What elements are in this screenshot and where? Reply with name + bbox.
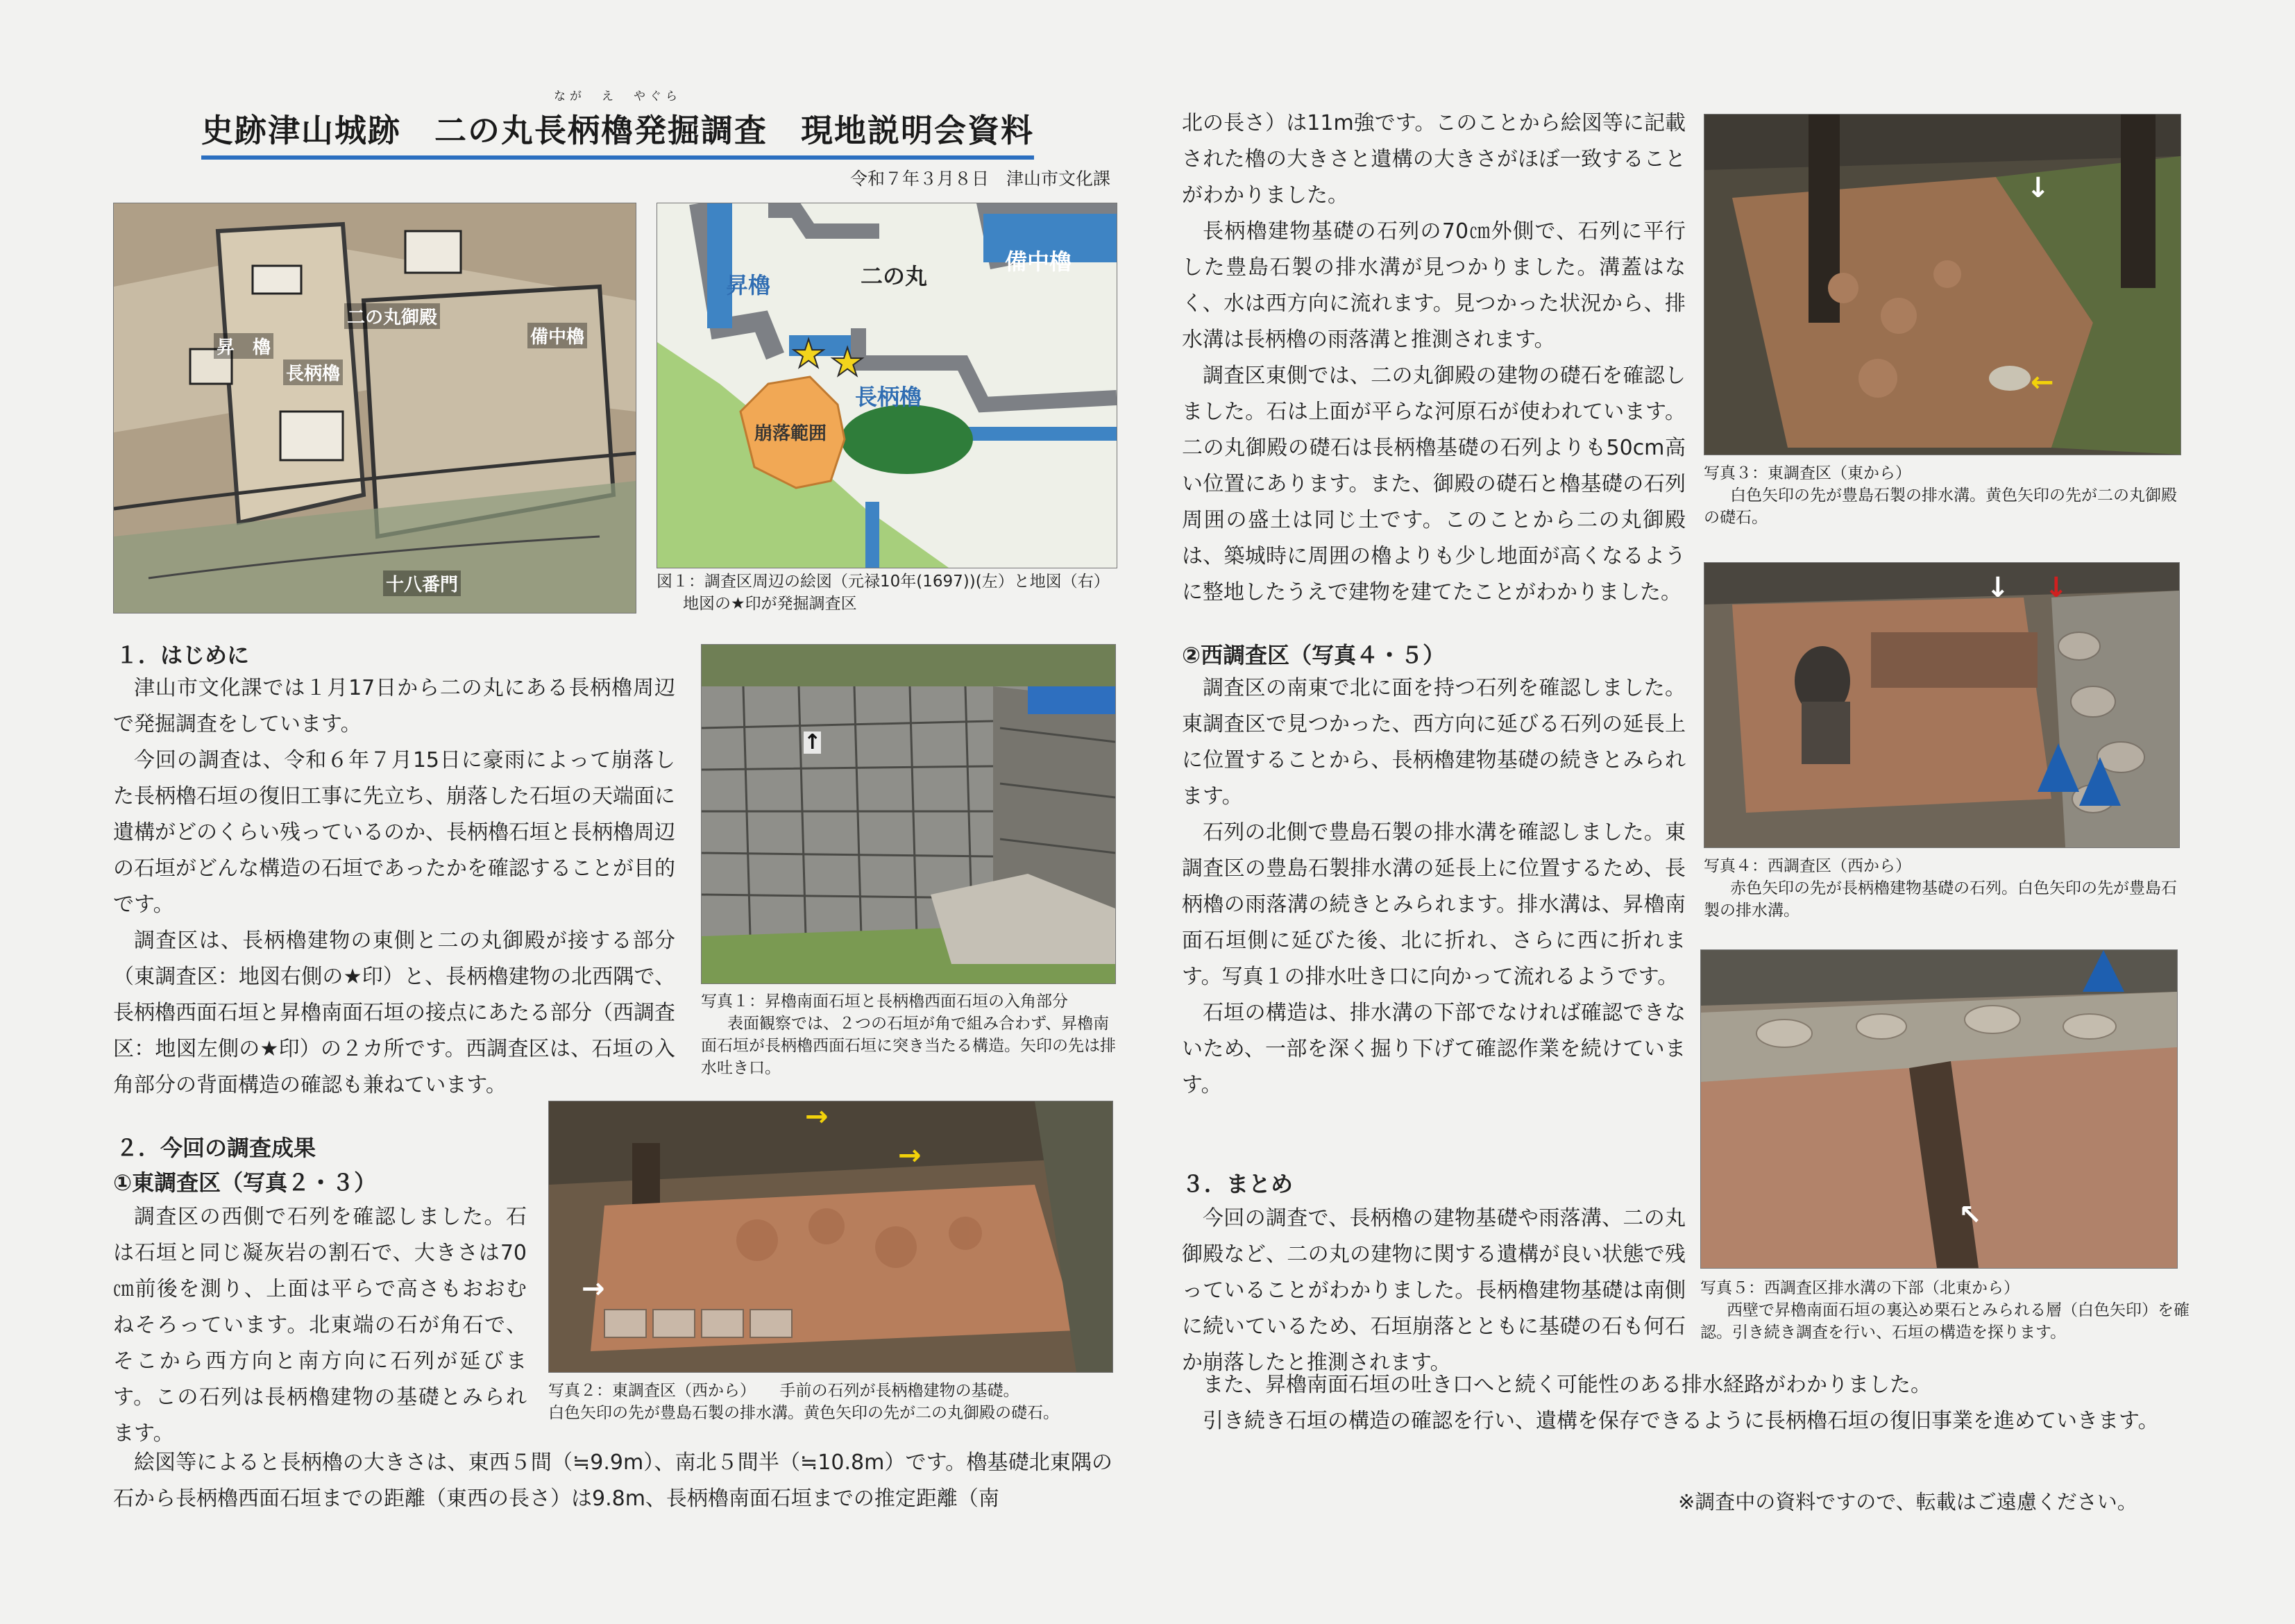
east-body bbox=[113, 1199, 527, 1452]
arrow-yellow-icon: → bbox=[898, 1140, 922, 1172]
photo4-caption bbox=[1704, 855, 2190, 922]
photo1-caption bbox=[701, 990, 1117, 1079]
painting-label-gate18: 十八番門 bbox=[383, 570, 461, 596]
photo2-east-area bbox=[548, 1101, 1113, 1373]
photo2-caption bbox=[548, 1380, 1117, 1424]
section3-wide bbox=[1182, 1367, 2185, 1439]
painting-label-bicchu: 備中櫓 bbox=[527, 323, 587, 348]
caption-line: 写真５：西調査区排水溝の下部（北東から） bbox=[1700, 1279, 2019, 1297]
paragraph: 調査区東側では、二の丸御殿の建物の礎石を確認しました。石は上面が平らな河原石が使われています。二の丸御殿の礎石は長柄櫓基礎の石列よりも50cm高い位置にあります。また、御殿の礎石と櫓基礎の石列周囲の盛土は同じ土です。このことから二の丸御殿は、築城時に周囲の櫓よりも少し地面が高くなるように整地したうえで建物を建てたことがわかりました。 bbox=[1182, 364, 1686, 604]
caption-line: 赤色矢印の先が長柄櫓建物基礎の石列。白色矢印の先が豊島石製の排水溝。 bbox=[1704, 879, 2177, 920]
photo3-east-area bbox=[1704, 114, 2181, 455]
caption-line: 写真３：東調査区（東から） bbox=[1704, 464, 1911, 482]
page-title: 史跡津山城跡 二の丸長柄櫓発掘調査 現地説明会資料 bbox=[201, 105, 1034, 160]
section1-body bbox=[113, 670, 675, 1103]
caption-line: 白色矢印の先が豊島石製の排水溝。黄色矢印の先が二の丸御殿の礎石。 bbox=[1704, 487, 2177, 527]
caption-line: 西壁で昇櫓南面石垣の裏込め栗石とみられる層（白色矢印）を確認。引き続き調査を行い、石垣の構造を探ります。 bbox=[1700, 1301, 2190, 1342]
paragraph: 石垣の構造は、排水溝の下部でなければ確認できないため、一部を深く掘り下げて確認作業を続けています。 bbox=[1182, 1001, 1686, 1097]
painting-label-nagae: 長柄櫓 bbox=[283, 360, 343, 385]
caption-line: 地図の★印が発掘調査区 bbox=[683, 595, 857, 613]
paragraph: 絵図等によると長柄櫓の大きさは、東西５間（≒9.9m）、南北５間半（≒10.8m）です。櫓基礎北東隅の石から長柄櫓西面石垣までの距離（東西の長さ）は9.8m、長柄櫓南面石垣までの推定距離（南 bbox=[113, 1450, 1112, 1511]
photo5-west-drain bbox=[1700, 949, 2178, 1269]
paragraph: 今回の調査は、令和６年７月15日に豪雨によって崩落した長柄櫓石垣の復旧工事に先立ち、崩落した石垣の天端面に遺構がどのくらい残っているのか、長柄櫓石垣と長柄櫓周辺の石垣がどんな構造の石垣であったかを確認することが目的です。 bbox=[113, 748, 675, 917]
wide-body bbox=[113, 1445, 1112, 1517]
west-body bbox=[1182, 670, 1686, 1103]
section-heading: １．はじめに bbox=[116, 642, 250, 668]
arrow-white-icon: → bbox=[582, 1273, 605, 1305]
reprint-note: ※調査中の資料ですので、転載はご遠慮ください。 bbox=[1678, 1490, 2137, 1514]
map-label-nagae: 長柄櫓 bbox=[855, 384, 922, 410]
map-label-ninomaru: 二の丸 bbox=[861, 263, 928, 289]
paragraph: 津山市文化課では１月17日から二の丸にある長柄櫓周辺で発掘調査をしています。 bbox=[113, 676, 675, 736]
caption-line: 写真２：東調査区（西から） 手前の石列が長柄櫓建物の基礎。 bbox=[548, 1382, 1019, 1400]
section-heading: ３．まとめ bbox=[1182, 1171, 1294, 1197]
arrow-yellow-icon: → bbox=[805, 1101, 829, 1133]
caption-line: 写真４：西調査区（西から） bbox=[1704, 857, 1911, 875]
paragraph: 調査区は、長柄櫓建物の東側と二の丸御殿が接する部分（東調査区：地図右側の★印）と、長柄櫓建物の北西隅で、長柄櫓西面石垣と昇櫓南面石垣の接点にあたる部分（西調査区：地図左側の★印）の２カ所です。西調査区は、石垣の入角部分の背面構造の確認も兼ねています。 bbox=[113, 929, 675, 1097]
arrow-red-icon: ↓ bbox=[2044, 572, 2068, 604]
painting-label-nobori: 昇 櫓 bbox=[214, 333, 273, 359]
paragraph: 長柄櫓建物基礎の石列の70㎝外側で、石列に平行した豊島石製の排水溝が見つかりました。溝蓋はなく、水は西方向に流れます。見つかった状況から、排水溝は長柄櫓の雨落溝と推測されます。 bbox=[1182, 219, 1686, 352]
paragraph: 石列の北側で豊島石製の排水溝を確認しました。東調査区の豊島石製排水溝の延長上に位置するため、長柄櫓の雨落溝の続きとみられます。排水溝は、昇櫓南面石垣側に延びた後、北に折れ、さらに西に折れます。写真１の排水吐き口に向かって流れるようです。 bbox=[1182, 820, 1686, 989]
paragraph: 引き続き石垣の構造の確認を行い、遺構を保存できるように長柄櫓石垣の復旧事業を進めていきます。 bbox=[1203, 1409, 2159, 1433]
paragraph: また、昇櫓南面石垣の吐き口へと続く可能性のある排水経路がわかりました。 bbox=[1203, 1373, 1931, 1397]
section3-body bbox=[1182, 1201, 1686, 1381]
paragraph: 調査区の南東で北に面を持つ石列を確認しました。東調査区で見つかった、西方向に延びる石列の延長上に位置することから、長柄櫓建物基礎の続きとみられます。 bbox=[1182, 676, 1686, 809]
map-label-bicchu: 備中櫓 bbox=[1005, 248, 1072, 275]
figure1-caption bbox=[657, 570, 1128, 615]
photo1-stone-wall bbox=[701, 644, 1116, 984]
photo4-west-area bbox=[1704, 562, 2180, 848]
map-label-nobori: 昇櫓 bbox=[726, 272, 771, 298]
photo3-caption bbox=[1704, 462, 2190, 529]
caption-line: 図１：調査区周辺の絵図（元禄10年(1697))(左）と地図（右） bbox=[657, 573, 1110, 591]
painting-label-ninomaru-goten: 二の丸御殿 bbox=[344, 303, 440, 329]
column2-body bbox=[1182, 105, 1686, 611]
section-heading: ２．今回の調査成果 bbox=[116, 1135, 316, 1161]
castle-painting-image bbox=[113, 203, 636, 614]
paragraph: 北の長さ）は11m強です。このことから絵図等に記載された櫓の大きさと遺構の大きさがほぼ一致することがわかりました。 bbox=[1182, 111, 1686, 208]
paragraph: 調査区の西側で石列を確認しました。石は石垣と同じ凝灰岩の割石で、大きさは70㎝前後を測り、上面は平らで高さもおおむねそろっています。北東端の石が角石で、そこから西方向と南方向に石列が延びます。この石列は長柄櫓建物の基礎とみられます。 bbox=[113, 1205, 527, 1446]
star-icon: ★ bbox=[791, 332, 827, 377]
arrow-white-icon: ↖ bbox=[1958, 1199, 1982, 1231]
arrow-down-icon: ↓ bbox=[1986, 572, 2010, 604]
subsection-heading-east: ①東調査区（写真２・３） bbox=[113, 1169, 377, 1196]
arrow-down-icon: ↓ bbox=[2026, 172, 2050, 204]
caption-line: 白色矢印の先が豊島石製の排水溝。黄色矢印の先が二の丸御殿の礎石。 bbox=[548, 1404, 1059, 1422]
photo5-caption bbox=[1700, 1277, 2190, 1344]
arrow-up-icon: ↑ bbox=[804, 730, 822, 754]
caption-line: 表面観察では、２つの石垣が角で組み合わず、昇櫓南面石垣が長柄櫓西面石垣に突き当たる構造。矢印の先は排水吐き口。 bbox=[701, 1015, 1116, 1077]
paragraph: 今回の調査で、長柄櫓の建物基礎や雨落溝、二の丸御殿など、二の丸の建物に関する遺構が良い状態で残っていることがわかりました。長柄櫓建物基礎は南側に続いているため、石垣崩落とともに基礎の石も何石か崩落したと推測されます。 bbox=[1182, 1206, 1686, 1375]
issue-date: 令和７年３月８日 津山市文化課 bbox=[850, 169, 1111, 189]
caption-line: 写真１：昇櫓南面石垣と長柄櫓西面石垣の入角部分 bbox=[701, 992, 1068, 1010]
arrow-yellow-icon: ← bbox=[2031, 366, 2054, 398]
map-label-collapse-area: 崩落範囲 bbox=[754, 423, 827, 444]
subsection-heading-west: ②西調査区（写真４・５） bbox=[1182, 642, 1446, 668]
title-ruby: なが え やぐら bbox=[554, 90, 681, 103]
star-icon: ★ bbox=[830, 340, 865, 385]
